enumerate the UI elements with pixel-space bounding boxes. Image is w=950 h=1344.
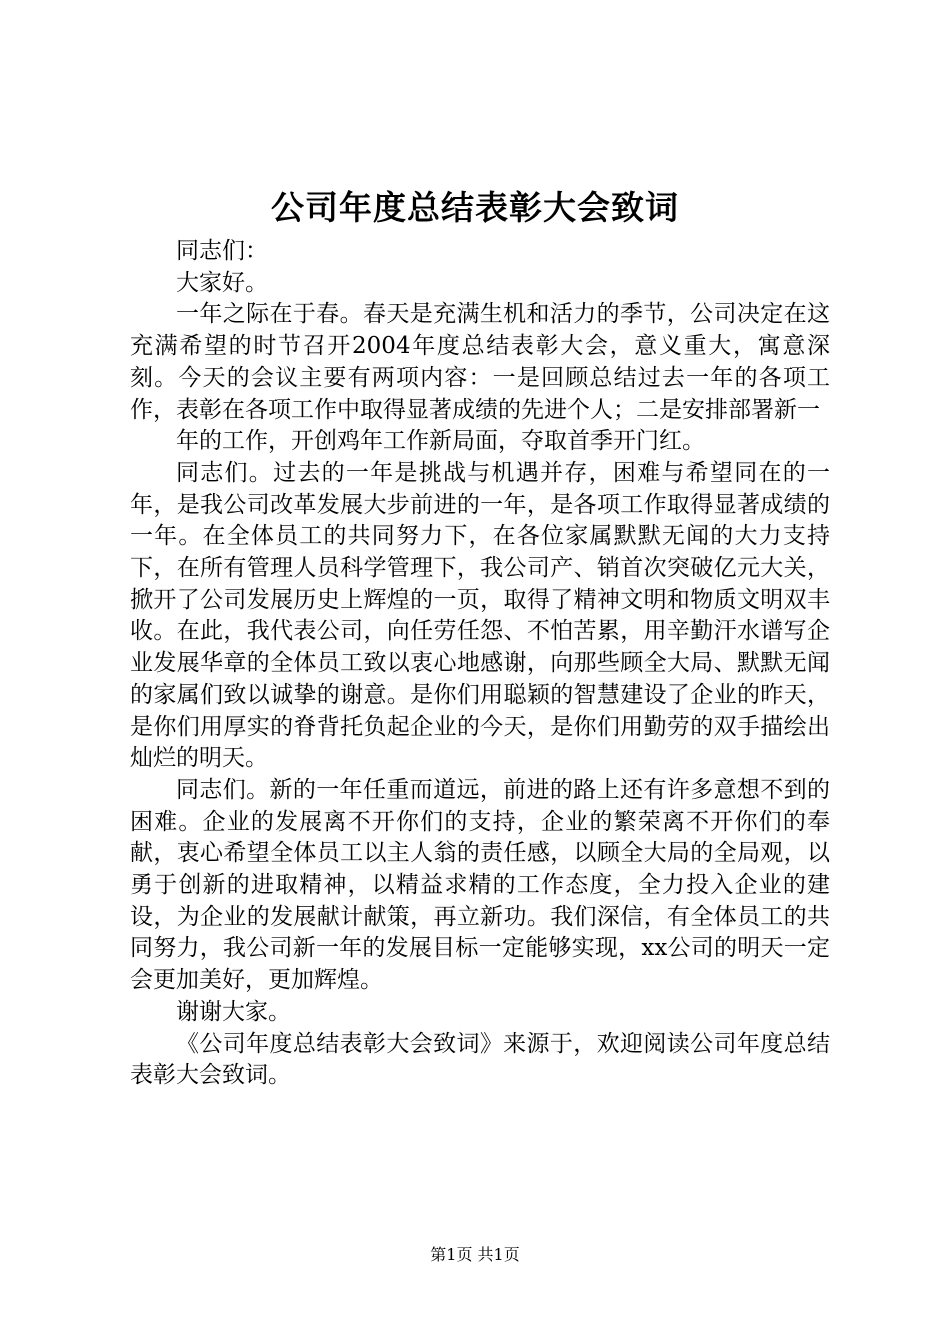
paragraph-intro-continued: 年的工作，开创鸡年工作新局面，夺取首季开门红。: [176, 428, 705, 455]
paragraph-greeting: 同志们：: [176, 238, 268, 264]
paragraph-source: 《公司年度总结表彰大会致词》来源于，欢迎阅读公司年度总结表彰大会致词。: [130, 1030, 830, 1089]
page-footer: 第1页 共1页: [430, 1245, 520, 1264]
paragraph-intro: 一年之际在于春。春天是充满生机和活力的季节，公司决定在这充满希望的时节召开2004年度总结表彰大会，意义重大，寓意深刻。今天的会议主要有两项内容：一是回顾总结过去一年的各项工作，表彰在各项工作中取得显著成绩的先进个人；二是安排部署新一: [130, 301, 830, 423]
paragraph-outlook: 同志们。新的一年任重而道远，前进的路上还有许多意想不到的困难。企业的发展离不开你们的支持，企业的繁荣离不开你们的奉献，衷心希望全体员工以主人翁的责任感，以顾全大局的全局观，以勇于创新的进取精神，以精益求精的工作态度，全力投入企业的建设，为企业的发展献计献策，再立新功。我们深信，有全体员工的共同努力，我公司新一年的发展目标一定能够实现，xx公司的明天一定会更加美好，更加辉煌。: [130, 776, 830, 994]
paragraph-hello: 大家好。: [176, 269, 268, 296]
paragraph-review: 同志们。过去的一年是挑战与机遇并存，困难与希望同在的一年，是我公司改革发展大步前进的一年，是各项工作取得显著成绩的一年。在全体员工的共同努力下，在各位家属默默无闻的大力支持下，在所有管理人员科学管理下，我公司产、销首次突破亿元大关，掀开了公司发展历史上辉煌的一页，取得了精神文明和物质文明双丰收。在此，我代表公司，向任劳任怨、不怕苦累，用辛勤汗水谱写企业发展华章的全体员工致以衷心地感谢，向那些顾全大局、默默无闻的家属们致以诚挚的谢意。是你们用聪颖的智慧建设了企业的昨天，是你们用厚实的脊背托负起企业的今天，是你们用勤劳的双手描绘出灿烂的明天。: [130, 459, 830, 772]
document-body: [130, 236, 830, 1092]
paragraph-thanks: 谢谢大家。: [176, 998, 291, 1025]
document-title: 公司年度总结表彰大会致词: [271, 188, 679, 227]
